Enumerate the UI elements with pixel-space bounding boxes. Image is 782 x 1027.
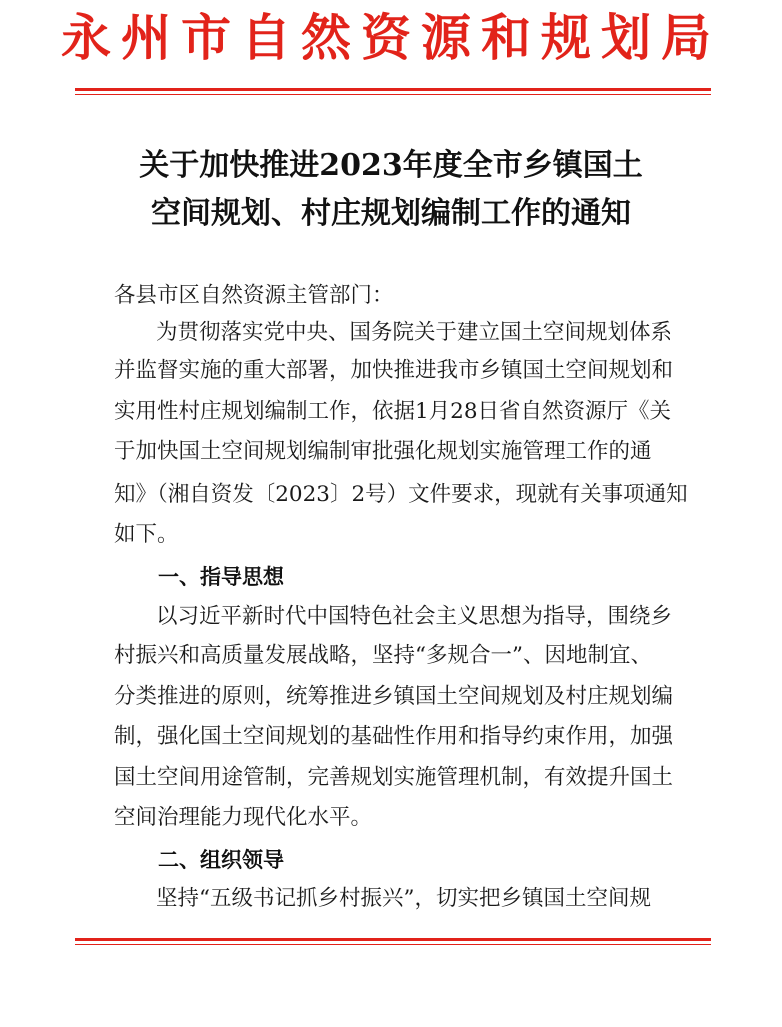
intro-line: 如下。	[114, 522, 179, 547]
body-line: 制，强化国土空间规划的基础性作用和指导约束作用，加强	[114, 724, 674, 749]
intro-line: 知》（湘自资发〔2023〕2号）文件要求，现就有关事项通知	[114, 482, 688, 507]
masthead-rule-thick	[75, 88, 711, 91]
body-line: 以习近平新时代中国特色社会主义思想为指导，围绕乡	[156, 604, 673, 629]
masthead: 永州市自然资源和规划局	[61, 8, 721, 67]
intro-line: 为贯彻落实党中央、国务院关于建立国土空间规划体系	[156, 320, 673, 345]
intro-line: 并监督实施的重大部署，加快推进我市乡镇国土空间规划和	[114, 358, 674, 383]
footer-rule-thick	[75, 938, 711, 941]
section-heading-1: 一、指导思想	[158, 565, 284, 589]
footer-rule-thin	[75, 944, 711, 945]
intro-line: 于加快国土空间规划编制审批强化规划实施管理工作的通	[114, 439, 652, 464]
body-line: 村振兴和高质量发展战略，坚持“多规合一”、因地制宜、	[114, 643, 652, 668]
salutation: 各县市区自然资源主管部门：	[114, 283, 394, 308]
intro-line: 实用性村庄规划编制工作，依据1月28日省自然资源厅《关	[114, 399, 672, 424]
masthead-rule-thin	[75, 94, 711, 95]
body-line: 分类推进的原则，统筹推进乡镇国土空间规划及村庄规划编	[114, 684, 674, 709]
document-title-line-1: 关于加快推进2023年度全市乡镇国土	[139, 148, 643, 183]
document-title-line-2: 空间规划、村庄规划编制工作的通知	[151, 196, 631, 231]
body-line: 空间治理能力现代化水平。	[114, 805, 373, 830]
body-line: 坚持“五级书记抓乡村振兴”，切实把乡镇国土空间规	[156, 886, 651, 911]
body-line: 国土空间用途管制，完善规划实施管理机制，有效提升国土	[114, 765, 674, 790]
section-heading-2: 二、组织领导	[158, 848, 284, 872]
